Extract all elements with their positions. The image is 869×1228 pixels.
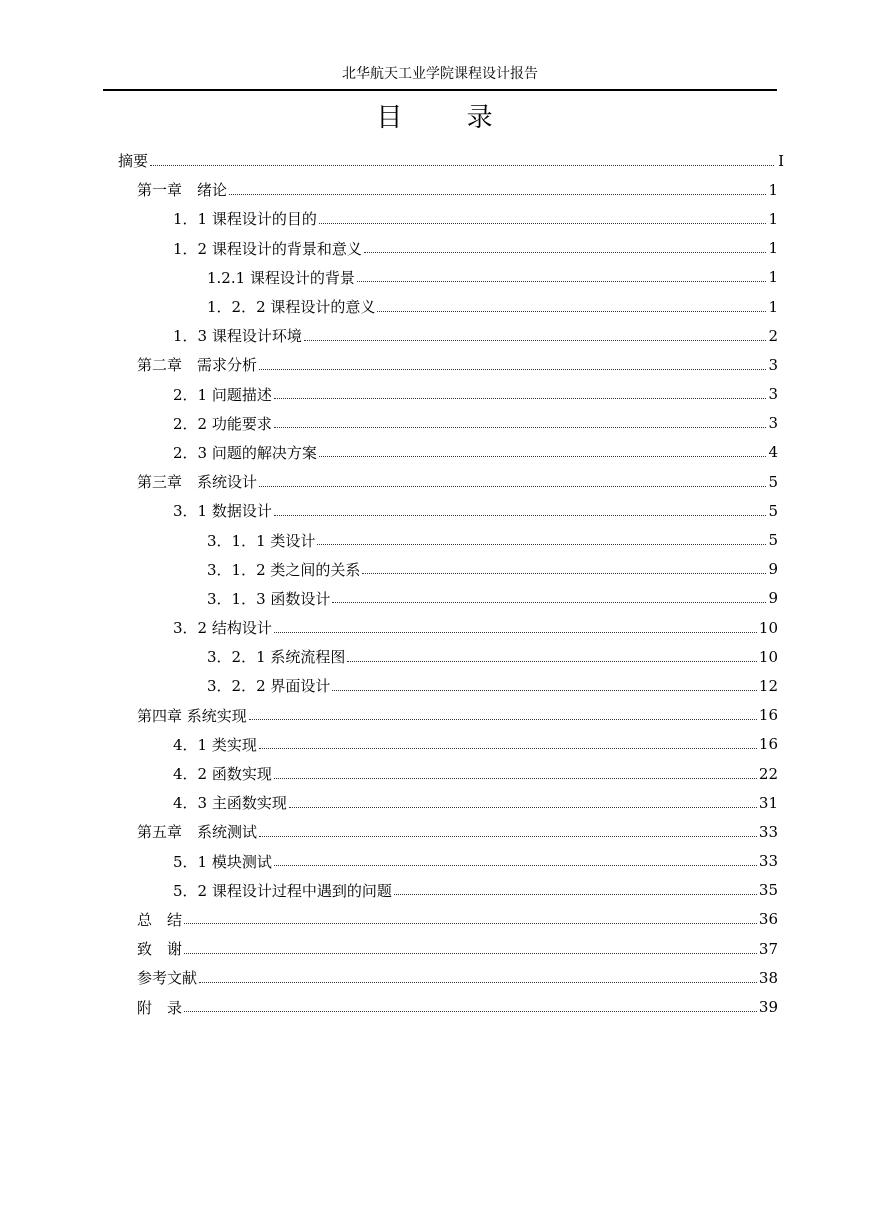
toc-dot-leader (249, 704, 757, 720)
toc-dot-leader (259, 354, 766, 370)
toc-entry-label: 1．2．2 课程设计的意义 (207, 298, 376, 317)
toc-entry-page-number: 38 (758, 968, 778, 987)
toc-dot-leader (332, 675, 757, 691)
toc-dot-leader (274, 850, 757, 866)
toc-dot-leader (199, 967, 757, 983)
toc-dot-leader (184, 938, 757, 954)
toc-entry-label: 第二章 需求分析 (137, 356, 258, 375)
toc-dot-leader (317, 529, 766, 545)
toc-entry-page-number: 16 (758, 706, 778, 725)
toc-entry-label: 第五章 系统测试 (137, 823, 258, 842)
toc-entry-page-number: 3 (768, 414, 778, 433)
toc-entry[interactable] (0, 146, 869, 175)
toc-dot-leader (357, 266, 767, 282)
toc-entry-label: 4．1 类实现 (173, 735, 257, 754)
toc-entry[interactable] (0, 876, 869, 905)
toc-entry-page-number: 16 (758, 735, 778, 754)
toc-entry[interactable] (0, 438, 869, 467)
toc-entry[interactable] (0, 263, 869, 292)
toc-entry-page-number: 33 (758, 822, 778, 841)
toc-entry[interactable] (0, 175, 869, 204)
header-divider (103, 89, 777, 91)
toc-entry-label: 1．1 课程设计的目的 (173, 210, 317, 229)
toc-title: 目 录 (376, 103, 521, 133)
toc-entry-page-number: 1 (768, 180, 778, 199)
toc-entry[interactable] (0, 671, 869, 700)
toc-entry-label: 1．3 课程设计环境 (173, 327, 302, 346)
toc-entry[interactable] (0, 584, 869, 613)
toc-entry[interactable] (0, 642, 869, 671)
toc-entry-label: 3．1．3 函数设计 (207, 589, 331, 608)
toc-entry-label: 致 谢 (137, 940, 183, 959)
toc-entry-label: 2．1 问题描述 (173, 385, 272, 404)
toc-dot-leader (274, 763, 757, 779)
toc-dot-leader (184, 908, 757, 924)
toc-entry[interactable] (0, 759, 869, 788)
toc-entry-page-number: 5 (768, 472, 778, 491)
toc-entry[interactable] (0, 321, 869, 350)
toc-dot-leader (259, 733, 757, 749)
toc-entry-page-number: 1 (768, 209, 778, 228)
toc-entry-label: 总 结 (137, 910, 183, 929)
toc-entry-label: 第四章 系统实现 (137, 706, 247, 725)
toc-dot-leader (259, 821, 757, 837)
toc-dot-leader (289, 792, 757, 808)
toc-entry-label: 3．1 数据设计 (173, 502, 272, 521)
toc-dot-leader (319, 208, 767, 224)
toc-entry[interactable] (0, 817, 869, 846)
toc-dot-leader (274, 412, 767, 428)
toc-entry-page-number: 4 (768, 443, 778, 462)
page-header-title: 北华航天工业学院课程设计报告 (342, 66, 538, 82)
toc-entry-page-number: 5 (768, 531, 778, 550)
toc-entry-page-number: 3 (768, 385, 778, 404)
toc-entry-page-number: I (778, 151, 784, 170)
table-of-contents (0, 146, 869, 1022)
toc-entry[interactable] (0, 292, 869, 321)
toc-entry[interactable] (0, 234, 869, 263)
toc-dot-leader (332, 587, 766, 603)
toc-dot-leader (394, 879, 757, 895)
toc-entry[interactable] (0, 525, 869, 554)
toc-entry[interactable] (0, 380, 869, 409)
toc-entry-page-number: 10 (758, 647, 778, 666)
toc-entry-label: 3．2 结构设计 (173, 619, 272, 638)
toc-entry[interactable] (0, 788, 869, 817)
toc-entry-label: 附 录 (137, 998, 183, 1017)
toc-entry-label: 1.2.1 课程设计的背景 (207, 268, 355, 287)
toc-entry-label: 摘要 (118, 152, 149, 171)
toc-entry-label: 第一章 绪论 (137, 181, 228, 200)
toc-entry-page-number: 33 (758, 852, 778, 871)
toc-entry-label: 3．1．2 类之间的关系 (207, 560, 361, 579)
toc-entry[interactable] (0, 204, 869, 233)
toc-entry[interactable] (0, 992, 869, 1021)
toc-entry-label: 3．1．1 类设计 (207, 531, 316, 550)
toc-entry-page-number: 31 (758, 793, 778, 812)
toc-entry[interactable] (0, 555, 869, 584)
toc-entry-page-number: 39 (758, 998, 778, 1017)
toc-dot-leader (150, 150, 774, 166)
toc-dot-leader (319, 441, 767, 457)
toc-dot-leader (362, 558, 766, 574)
toc-entry[interactable] (0, 467, 869, 496)
toc-entry-label: 4．2 函数实现 (173, 765, 272, 784)
toc-entry-label: 2．3 问题的解决方案 (173, 443, 317, 462)
toc-entry-page-number: 22 (758, 764, 778, 783)
toc-entry-label: 3．2．2 界面设计 (207, 677, 331, 696)
toc-entry-label: 5．2 课程设计过程中遇到的问题 (173, 881, 392, 900)
toc-entry[interactable] (0, 409, 869, 438)
toc-entry-label: 第三章 系统设计 (137, 473, 258, 492)
toc-entry[interactable] (0, 701, 869, 730)
toc-entry-page-number: 9 (768, 589, 778, 608)
toc-dot-leader (274, 617, 757, 633)
toc-dot-leader (377, 296, 766, 312)
toc-entry[interactable] (0, 496, 869, 525)
toc-entry-label: 4．3 主函数实现 (173, 794, 287, 813)
toc-dot-leader (184, 996, 757, 1012)
toc-entry[interactable] (0, 847, 869, 876)
toc-entry-page-number: 36 (758, 910, 778, 929)
toc-entry[interactable] (0, 905, 869, 934)
toc-entry[interactable] (0, 350, 869, 379)
toc-entry-label: 5．1 模块测试 (173, 852, 272, 871)
toc-entry[interactable] (0, 730, 869, 759)
toc-dot-leader (274, 500, 767, 516)
toc-entry-label: 2．2 功能要求 (173, 414, 272, 433)
toc-dot-leader (364, 237, 767, 253)
toc-entry-label: 1．2 课程设计的背景和意义 (173, 239, 362, 258)
toc-entry-label: 参考文献 (137, 969, 198, 988)
toc-entry-page-number: 9 (768, 560, 778, 579)
toc-entry-page-number: 37 (758, 939, 778, 958)
toc-entry-page-number: 3 (768, 355, 778, 374)
toc-dot-leader (304, 325, 767, 341)
toc-dot-leader (274, 383, 767, 399)
toc-dot-leader (259, 471, 766, 487)
toc-entry[interactable] (0, 963, 869, 992)
toc-dot-leader (229, 179, 766, 195)
toc-entry-page-number: 12 (758, 676, 778, 695)
toc-entry-page-number: 1 (768, 268, 778, 287)
toc-entry-page-number: 1 (768, 239, 778, 258)
toc-entry[interactable] (0, 613, 869, 642)
toc-entry-page-number: 1 (768, 297, 778, 316)
toc-entry-page-number: 35 (758, 881, 778, 900)
toc-entry-page-number: 2 (768, 326, 778, 345)
toc-dot-leader (347, 646, 757, 662)
toc-entry-page-number: 10 (758, 618, 778, 637)
toc-entry[interactable] (0, 934, 869, 963)
toc-entry-page-number: 5 (768, 501, 778, 520)
toc-entry-label: 3．2．1 系统流程图 (207, 648, 346, 667)
